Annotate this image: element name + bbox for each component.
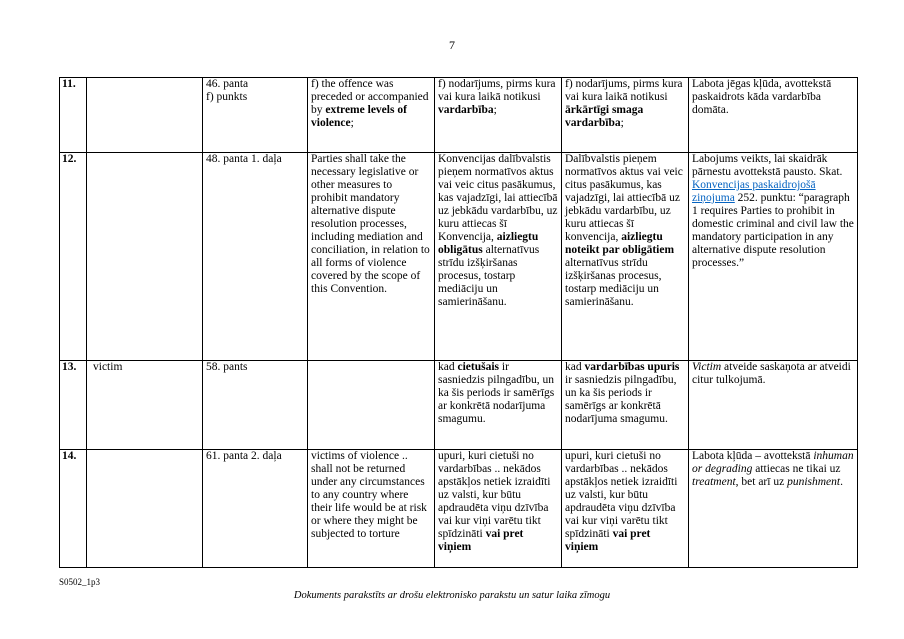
table-row <box>60 361 858 450</box>
table-row <box>60 450 858 568</box>
english-text-cell: victims of violence .. shall not be returned under any circumstances to any country where their life would be at risk or where they might be subjected to torture <box>308 450 435 568</box>
proposed-translation-cell: kad vardarbības upuris ir sasniedzis pilngadību, un ka šis periods ir samērīgs ar konkrētā nodarījuma smagumu. <box>562 361 689 450</box>
amendments-table <box>59 77 858 568</box>
article-cell: 48. panta 1. daļa <box>203 153 308 361</box>
current-translation-cell: f) nodarījums, pirms kura vai kura laikā notikusi vardarbība; <box>435 78 562 153</box>
document-code: S0502_1p3 <box>59 577 101 587</box>
article-cell: 58. pants <box>203 361 308 450</box>
table-row <box>60 78 858 153</box>
current-translation-cell: Konvencijas dalībvalstis pieņem normatīvos aktus vai veic citus pasākumus, kas vajadzīgi, lai attiecībā uz jebkādu vardarbību, uz kuru attiecas šī Konvencija, aizliegtu obligātus alternatīvus strīdu izšķiršanas procesus, tostarp mediāciju un samierināšanu. <box>435 153 562 361</box>
comment-cell: Victim atveide saskaņota ar atveidi citur tulkojumā. <box>689 361 858 450</box>
current-translation-cell: kad cietušais ir sasniedzis pilngadību, un ka šis periods ir samērīgs ar konkrētā nodarījuma smagumu. <box>435 361 562 450</box>
term-cell <box>87 450 203 568</box>
row-number: 11. <box>60 78 87 153</box>
article-cell: 61. panta 2. daļa <box>203 450 308 568</box>
comment-cell: Labota jēgas kļūda, avottekstā paskaidrots kāda vardarbība domāta. <box>689 78 858 153</box>
proposed-translation-cell: upuri, kuri cietuši no vardarbības .. nekādos apstākļos netiek izraidīti uz valsti, kur būtu apdraudēta viņu dzīvība vai kur viņi varētu tikt spīdzināti vai pret viņiem <box>562 450 689 568</box>
explanatory-report-link[interactable]: Konvencijas paskaidrojošā ziņojuma <box>692 179 816 204</box>
article-cell: 46. panta f) punkts <box>203 78 308 153</box>
page-number: 7 <box>449 38 455 52</box>
proposed-translation-cell: f) nodarījums, pirms kura vai kura laikā notikusi ārkārtīgi smaga vardarbība; <box>562 78 689 153</box>
row-number: 12. <box>60 153 87 361</box>
row-number: 13. <box>60 361 87 450</box>
current-translation-cell: upuri, kuri cietuši no vardarbības .. nekādos apstākļos netiek izraidīti uz valsti, kur būtu apdraudēta viņu dzīvība vai kur viņi varētu tikt spīdzināti vai pret viņiem <box>435 450 562 568</box>
comment-cell: Labota kļūda – avottekstā inhuman or degrading attiecas ne tikai uz treatment, bet arī uz punishment. <box>689 450 858 568</box>
row-number: 14. <box>60 450 87 568</box>
proposed-translation-cell: Dalībvalstis pieņem normatīvos aktus vai veic citus pasākumus, kas vajadzīgi, lai attiecībā uz jebkādu vardarbību, uz kuru attiecas šī konvencija, aizliegtu noteikt par obligātiem alternatīvus strīdu izšķiršanas procesus, tostarp mediāciju un samierināšanu. <box>562 153 689 361</box>
comment-cell: Labojums veikts, lai skaidrāk pārnestu avottekstā pausto. Skat. Konvencijas paskaidrojošā ziņojuma 252. punktu: “paragraph 1 requires Parties to prohibit in domestic criminal and civil law the mandatory participation in any alternative dispute resolution processes.” <box>689 153 858 361</box>
english-text-cell: f) the offence was preceded or accompanied by extreme levels of violence; <box>308 78 435 153</box>
term-cell <box>87 153 203 361</box>
english-text-cell <box>308 361 435 450</box>
term-cell <box>87 78 203 153</box>
english-text-cell: Parties shall take the necessary legislative or other measures to prohibit mandatory alternative dispute resolution processes, including mediation and conciliation, in relation to all forms of violence covered by the scope of this Convention. <box>308 153 435 361</box>
signature-footer: Dokuments parakstīts ar drošu elektronisko parakstu un satur laika zīmogu <box>293 590 611 601</box>
term-cell: victim <box>87 361 203 450</box>
table-row <box>60 153 858 361</box>
